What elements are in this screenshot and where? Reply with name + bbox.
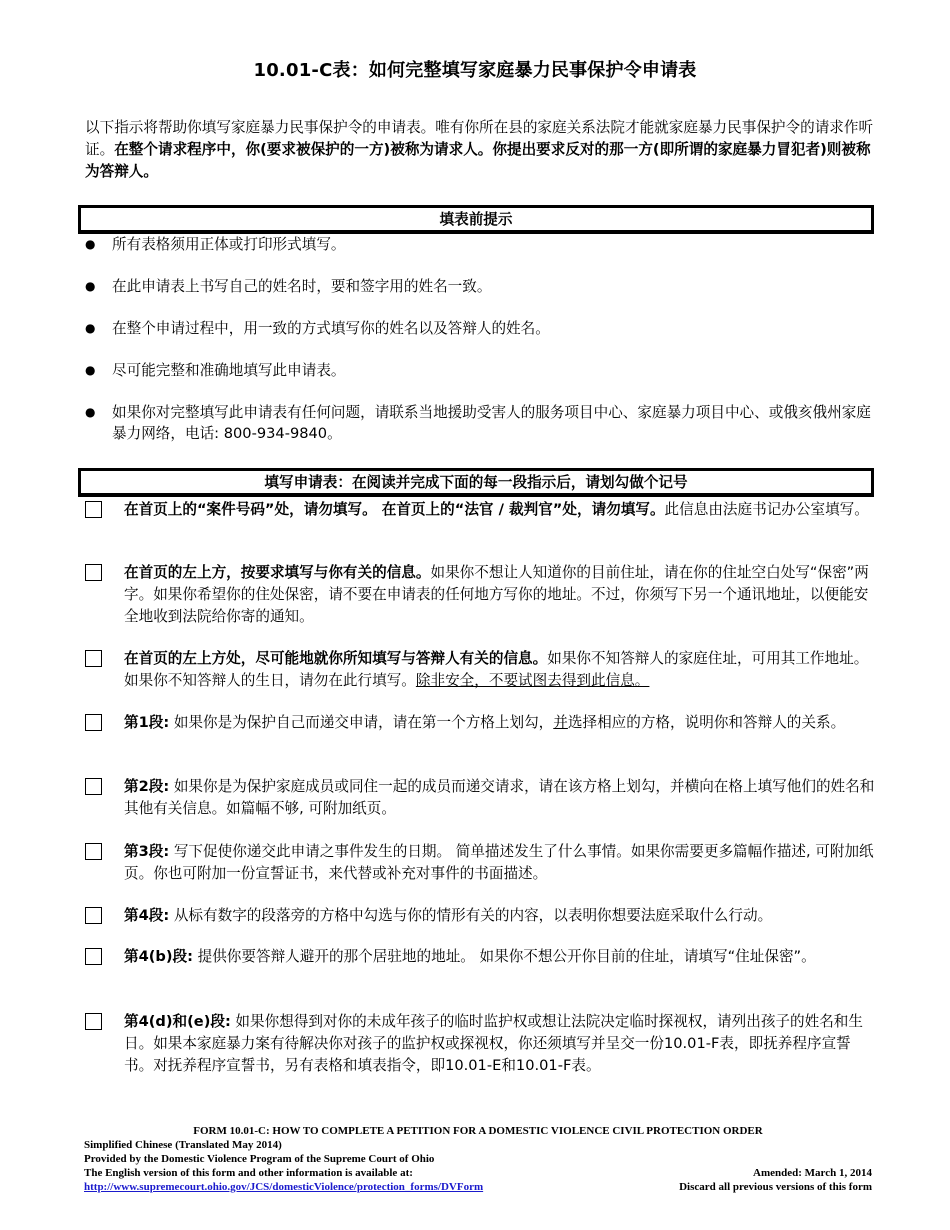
step-item: 在首页的左上方，按要求填写与你有关的信息。如果你不想让人知道你的目前住址，请在你的住址空白处写“保密”两字。如果你希望你的住处保密，请不要在申请表的任何地方写你的地址。不过，你须写下另一个通讯地址，以便能安全地收到法院给你寄的通知。 <box>85 562 875 628</box>
page-footer <box>84 1124 872 1194</box>
footer-amended: Amended: March 1, 2014 <box>753 1167 872 1179</box>
page-title: 10.01-C表：如何完整填写家庭暴力民事保护令申请表 <box>253 60 697 81</box>
tip-item: ● 如果你对完整填写此申请表有任何问题，请联系当地援助受害人的服务项目中心、家庭暴力项目中心、或俄亥俄州家庭暴力网络，电话: 800-934-9840。 <box>85 404 871 442</box>
step-item: 第1段: 如果你是为保护自己而递交申请，请在第一个方格上划勾，并选择相应的方格，说明你和答辩人的关系。 <box>85 712 875 734</box>
footer-provided-by: Provided by the Domestic Violence Program of the Supreme Court of Ohio <box>84 1153 435 1165</box>
step-item: 在首页上的“案件号码”处，请勿填写。 在首页上的“法官 / 裁判官”处，请勿填写。此信息由法庭书记办公室填写。 <box>85 499 875 521</box>
step-checkbox[interactable] <box>85 564 102 581</box>
tip-item: ● 在整个申请过程中，用一致的方式填写你的姓名以及答辩人的姓名。 <box>85 320 550 337</box>
step-checkbox[interactable] <box>85 907 102 924</box>
step-item: 第4(b)段: 提供你要答辩人避开的那个居驻地的地址。 如果你不想公开你目前的住址，请填写“住址保密”。 <box>85 946 875 968</box>
bullet-icon: ● <box>85 405 96 419</box>
bullet-icon: ● <box>85 363 96 377</box>
footer-discard: Discard all previous versions of this form <box>679 1181 872 1193</box>
tips-header: 填表前提示 <box>78 205 874 234</box>
intro-text: 以下指示将帮助你填写家庭暴力民事保护令的申请表。唯有你所在县的家庭关系法院才能就家庭暴力民事保护令的请求作听证。 <box>85 119 874 158</box>
tip-item: ● 所有表格须用正体或打印形式填写。 <box>85 236 346 253</box>
step-item: 第2段: 如果你是为保护家庭成员或同住一起的成员而递交请求，请在该方格上划勾，并横向在格上填写他们的姓名和其他有关信息。如篇幅不够, 可附加纸页。 <box>85 776 875 820</box>
step-item: 第4(d)和(e)段: 如果你想得到对你的未成年孩子的临时监护权或想让法院决定临时探视权，请列出孩子的姓名和生日。如果本家庭暴力案有待解决你对孩子的监护权或探视权，你还须填写并呈交一份10.01-F表，即抚养程序宣誓书。对抚养程序宣誓书，另有表格和填表指令，即10.01-E和10.01-F表。 <box>85 1011 875 1077</box>
step-checkbox[interactable] <box>85 948 102 965</box>
bullet-icon: ● <box>85 279 96 293</box>
step-checkbox[interactable] <box>85 650 102 667</box>
footer-link[interactable]: http://www.supremecourt.ohio.gov/JCS/domesticViolence/protection_forms/DVForm <box>84 1181 484 1193</box>
intro-bold-text: 在整个请求程序中，你(要求被保护的一方)被称为请求人。你提出要求反对的那一方(即所谓的家庭暴力冒犯者)则被称为答辩人。 <box>85 141 871 180</box>
step-item: 第3段: 写下促使你递交此申请之事件发生的日期。 简单描述发生了什么事情。如果你需要更多篇幅作描述, 可附加纸页。你也可附加一份宣誓证书，来代替或补充对事件的书面描述。 <box>85 841 875 885</box>
step-checkbox[interactable] <box>85 501 102 518</box>
footer-form-title: FORM 10.01-C: HOW TO COMPLETE A PETITION FOR A DOMESTIC VIOLENCE CIVIL PROTECTION ORDER <box>193 1125 763 1137</box>
step-checkbox[interactable] <box>85 778 102 795</box>
step-item: 第4段: 从标有数字的段落旁的方格中勾选与你的情形有关的内容，以表明你想要法庭采取什么行动。 <box>85 905 875 927</box>
footer-english-version: The English version of this form and other information is available at: <box>84 1167 413 1179</box>
bullet-icon: ● <box>85 321 96 335</box>
intro-paragraph <box>85 117 875 183</box>
steps-header: 填写申请表：在阅读并完成下面的每一段指示后，请划勾做个记号 <box>78 468 874 497</box>
step-checkbox[interactable] <box>85 1013 102 1030</box>
bullet-icon: ● <box>85 237 96 251</box>
tip-item: ● 在此申请表上书写自己的姓名时，要和签字用的姓名一致。 <box>85 278 492 295</box>
step-checkbox[interactable] <box>85 843 102 860</box>
step-checkbox[interactable] <box>85 714 102 731</box>
footer-translation: Simplified Chinese (Translated May 2014) <box>84 1139 282 1151</box>
tip-item: ● 尽可能完整和准确地填写此申请表。 <box>85 362 346 379</box>
step-item: 在首页的左上方处，尽可能地就你所知填写与答辩人有关的信息。如果你不知答辩人的家庭住址，可用其工作地址。如果你不知答辩人的生日，请勿在此行填写。除非安全，不要试图去得到此信息。 <box>85 648 875 692</box>
